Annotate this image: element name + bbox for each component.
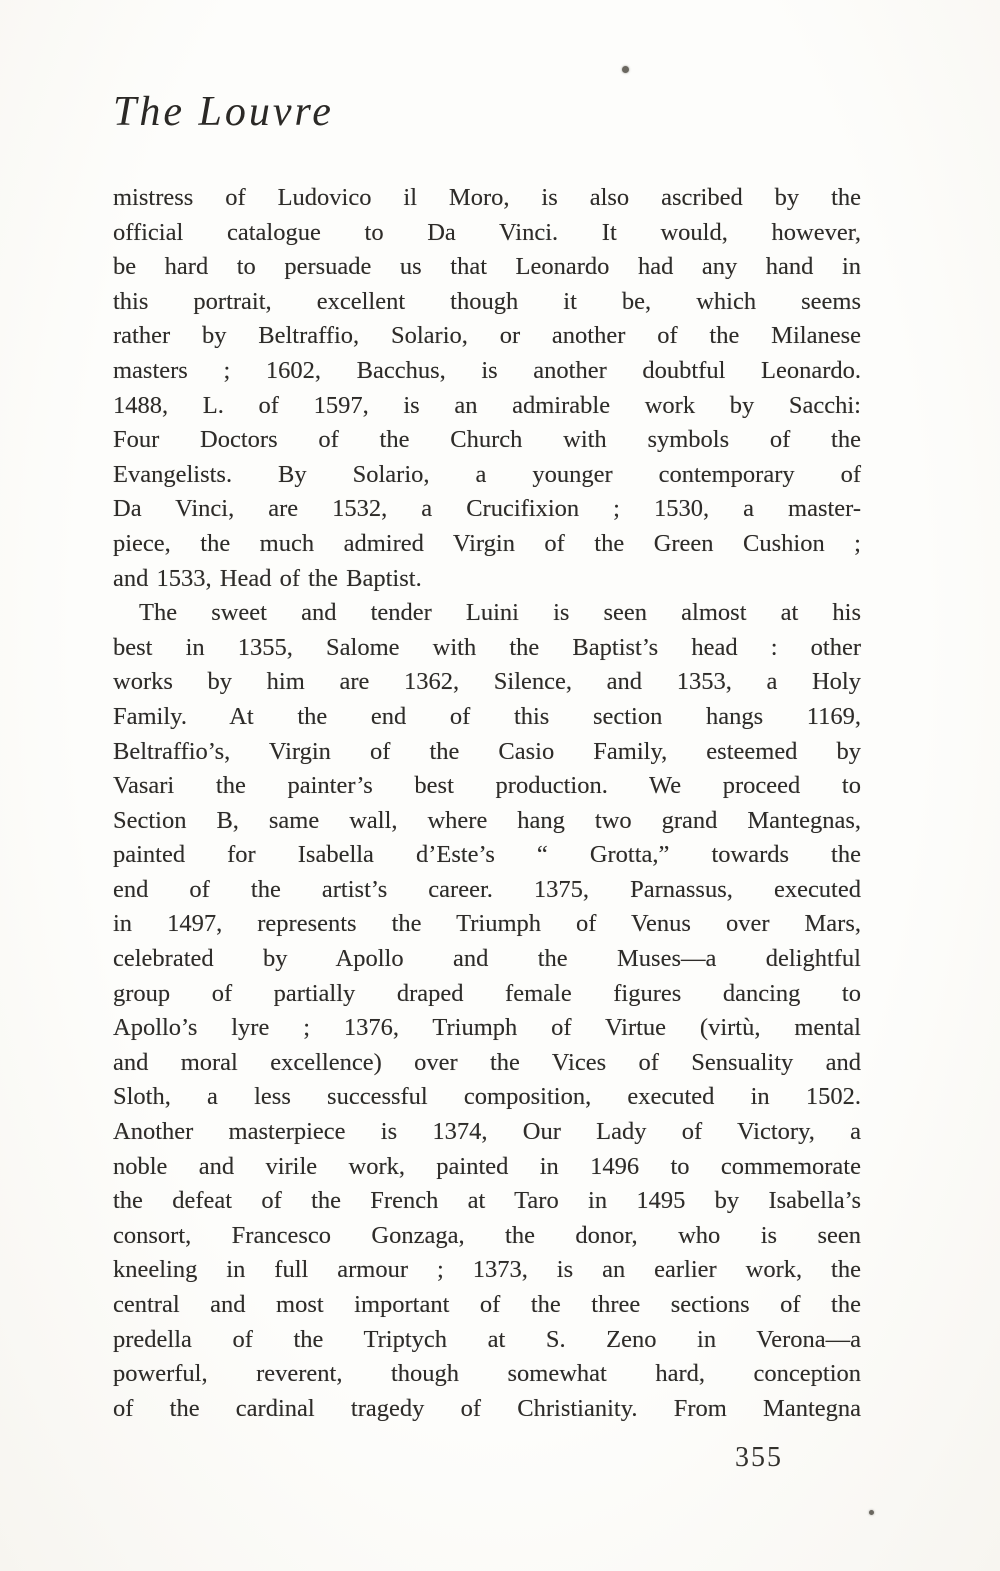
- text-line: predella of the Triptych at S. Zeno in Verona—a: [113, 1325, 861, 1353]
- text-line: The sweet and tender Luini is seen almost at his: [139, 599, 861, 627]
- page-title: The Louvre: [113, 89, 334, 135]
- text-line: mistress of Ludovico il Moro, is also ascribed by the: [113, 184, 861, 211]
- text-line: masters ; 1602, Bacchus, is another doubtful Leonardo.: [113, 356, 861, 384]
- text-line: works by him are 1362, Silence, and 1353, a Holy: [113, 668, 861, 696]
- text-line: powerful, reverent, though somewhat hard, conception: [113, 1360, 861, 1388]
- text-line: Evangelists. By Solario, a younger contemporary of: [113, 460, 861, 488]
- text-line: Sloth, a less successful composition, executed in 1502.: [113, 1083, 861, 1111]
- text-line: be hard to persuade us that Leonardo had any hand in: [113, 253, 861, 281]
- scan-speck-top: [622, 66, 629, 73]
- text-line: group of partially draped female figures dancing to: [113, 979, 861, 1007]
- body-text: [113, 181, 861, 1426]
- text-line: this portrait, excellent though it be, which seems: [113, 287, 861, 315]
- text-line: Another masterpiece is 1374, Our Lady of Victory, a: [113, 1118, 861, 1146]
- page-number: 355: [735, 1442, 783, 1473]
- scan-speck-bottom: [869, 1510, 874, 1515]
- text-line: celebrated by Apollo and the Muses—a delightful: [113, 945, 861, 973]
- text-line: Vasari the painter’s best production. We proceed to: [113, 772, 861, 800]
- text-line: Four Doctors of the Church with symbols of the: [113, 426, 861, 454]
- text-line: 1488, L. of 1597, is an admirable work by Sacchi:: [113, 391, 861, 419]
- text-line: official catalogue to Da Vinci. It would, however,: [113, 218, 861, 246]
- text-line: consort, Francesco Gonzaga, the donor, who is seen: [113, 1221, 861, 1249]
- text-line: the defeat of the French at Taro in 1495 by Isabella’s: [113, 1187, 861, 1215]
- text-line: Beltraffio’s, Virgin of the Casio Family, esteemed by: [113, 737, 861, 765]
- text-line: piece, the much admired Virgin of the Green Cushion ;: [113, 529, 861, 557]
- text-line: Da Vinci, are 1532, a Crucifixion ; 1530, a master-: [113, 495, 861, 523]
- text-line: of the cardinal tragedy of Christianity. From Mantegna: [113, 1394, 861, 1422]
- text-line: noble and virile work, painted in 1496 to commemorate: [113, 1152, 861, 1180]
- text-line: Section B, same wall, where hang two grand Mantegnas,: [113, 806, 861, 834]
- text-line: painted for Isabella d’Este’s “ Grotta,” towards the: [113, 841, 861, 869]
- text-line: in 1497, represents the Triumph of Venus over Mars,: [113, 910, 861, 938]
- paragraph: [113, 596, 861, 1426]
- text-line: rather by Beltraffio, Solario, or another of the Milanese: [113, 322, 861, 350]
- text-line: Apollo’s lyre ; 1376, Triumph of Virtue (virtù, mental: [113, 1014, 861, 1042]
- text-line: central and most important of the three sections of the: [113, 1291, 861, 1318]
- text-line: kneeling in full armour ; 1373, is an earlier work, the: [113, 1256, 861, 1284]
- text-line: and 1533, Head of the Baptist.: [113, 564, 422, 592]
- text-line: best in 1355, Salome with the Baptist’s head : other: [113, 633, 861, 661]
- text-line: end of the artist’s career. 1375, Parnassus, executed: [113, 875, 861, 903]
- paragraph: [113, 181, 861, 596]
- text-line: and moral excellence) over the Vices of Sensuality and: [113, 1048, 861, 1076]
- text-line: Family. At the end of this section hangs 1169,: [113, 702, 861, 730]
